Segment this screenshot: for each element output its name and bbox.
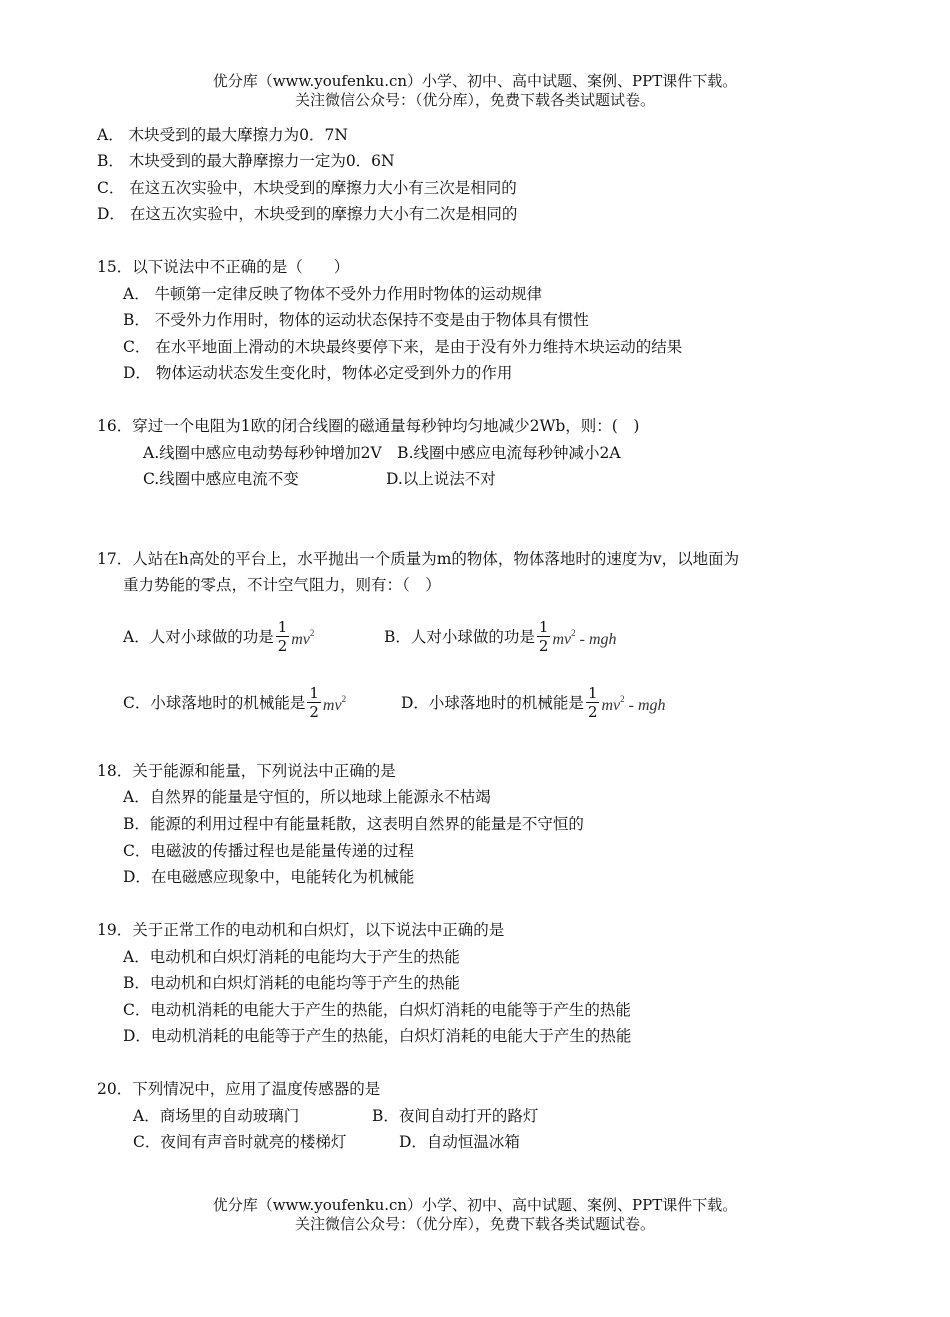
q19-stem: 19．关于正常工作的电动机和白炽灯，以下说法中正确的是 <box>97 921 505 939</box>
q17-stem-line1: 17．人站在h高处的平台上，水平抛出一个质量为m的物体，物体落地时的速度为v，以地面为 <box>97 550 740 568</box>
q16-option-d: D.以上说法不对 <box>386 470 496 488</box>
q15-option-a: A． 牛顿第一定律反映了物体不受外力作用时物体的运动规律 <box>123 285 543 303</box>
q18-option-c: C．电磁波的传播过程也是能量传递的过程 <box>123 842 414 860</box>
q20-option-d: D．自动恒温冰箱 <box>399 1133 520 1151</box>
page-footer-line2: 关注微信公众号：（优分库），免费下载各类试题试卷。 <box>294 1215 655 1233</box>
q18-option-a: A．自然界的能量是守恒的，所以地球上能源永不枯竭 <box>123 788 491 806</box>
q20-option-a: A．商场里的自动玻璃门 <box>133 1107 300 1125</box>
q17-option-b: B．人对小球做的功是 $\frac{1}{2}$ $mv^2$ - mgh <box>384 618 617 655</box>
page-header-line1: 优分库（www.youfenku.cn）小学、初中、高中试题、案例、PPT课件下载。 <box>212 72 738 90</box>
fraction-one-half: $\frac{1}{2}$ <box>309 684 319 721</box>
q17-option-c-text: C．小球落地时的机械能是 <box>123 693 306 712</box>
q18-stem: 18．关于能源和能量，下列说法中正确的是 <box>97 762 396 780</box>
q15-option-b: B． 不受外力作用时，物体的运动状态保持不变是由于物体具有惯性 <box>123 311 589 329</box>
q17-option-a: A．人对小球做的功是 $\frac{1}{2}$ $mv^2$ <box>123 618 315 655</box>
q15-option-d: D． 物体运动状态发生变化时，物体必定受到外力的作用 <box>123 364 513 382</box>
q14-option-b: B． 木块受到的最大静摩擦力一定为0．6N <box>97 152 395 170</box>
q15-stem: 15．以下说法中不正确的是（ ） <box>97 258 350 276</box>
q17-option-a-text: A．人对小球做的功是 <box>123 627 274 646</box>
q16-stem: 16．穿过一个电阻为1欧的闭合线圈的磁通量每秒钟均匀地减少2Wb，则：( ) <box>97 417 640 435</box>
q19-option-a: A．电动机和白炽灯消耗的电能均大于产生的热能 <box>123 948 460 966</box>
q20-option-b: B．夜间自动打开的路灯 <box>372 1107 539 1125</box>
q19-option-b: B．电动机和白炽灯消耗的电能均等于产生的热能 <box>123 974 460 992</box>
q14-option-d: D． 在这五次实验中，木块受到的摩擦力大小有二次是相同的 <box>97 205 518 223</box>
q15-option-c: C． 在水平地面上滑动的木块最终要停下来，是由于没有外力维持木块运动的结果 <box>123 338 683 356</box>
q20-option-c: C．夜间有声音时就亮的楼梯灯 <box>133 1133 347 1151</box>
q14-option-a: A． 木块受到的最大摩擦力为0．7N <box>97 126 348 144</box>
fraction-one-half: $\frac{1}{2}$ <box>587 684 598 721</box>
q16-options-row1: A.线圈中感应电动势每秒钟增加2V B.线圈中感应电流每秒钟减小2A <box>143 444 621 462</box>
q17-option-c: C．小球落地时的机械能是 $\frac{1}{2}$ $mv^2$ <box>123 684 347 721</box>
q18-option-d: D．在电磁感应现象中，电能转化为机械能 <box>123 868 415 886</box>
q16-option-c: C.线圈中感应电流不变 <box>143 470 299 488</box>
fraction-one-half: $\frac{1}{2}$ <box>277 618 288 655</box>
q18-option-b: B．能源的利用过程中有能量耗散，这表明自然界的能量是不守恒的 <box>123 815 584 833</box>
q17-option-d-text: D．小球落地时的机械能是 <box>401 693 584 712</box>
q14-option-c: C． 在这五次实验中，木块受到的摩擦力大小有三次是相同的 <box>97 179 517 197</box>
q19-option-c: C．电动机消耗的电能大于产生的热能，白炽灯消耗的电能等于产生的热能 <box>123 1001 631 1019</box>
page-footer-line1: 优分库（www.youfenku.cn）小学、初中、高中试题、案例、PPT课件下载。 <box>212 1196 738 1214</box>
page-header-line2: 关注微信公众号：（优分库），免费下载各类试题试卷。 <box>294 91 655 109</box>
q20-stem: 20．下列情况中，应用了温度传感器的是 <box>97 1080 381 1098</box>
fraction-one-half: $\frac{1}{2}$ <box>538 618 549 655</box>
q17-option-d: D．小球落地时的机械能是 $\frac{1}{2}$ $mv^2$ - mgh <box>401 684 666 721</box>
q17-option-b-text: B．人对小球做的功是 <box>384 627 535 646</box>
q17-stem-line2: 重力势能的零点，不计空气阻力，则有：（ ） <box>123 576 441 594</box>
q19-option-d: D．电动机消耗的电能等于产生的热能，白炽灯消耗的电能大于产生的热能 <box>123 1027 632 1045</box>
